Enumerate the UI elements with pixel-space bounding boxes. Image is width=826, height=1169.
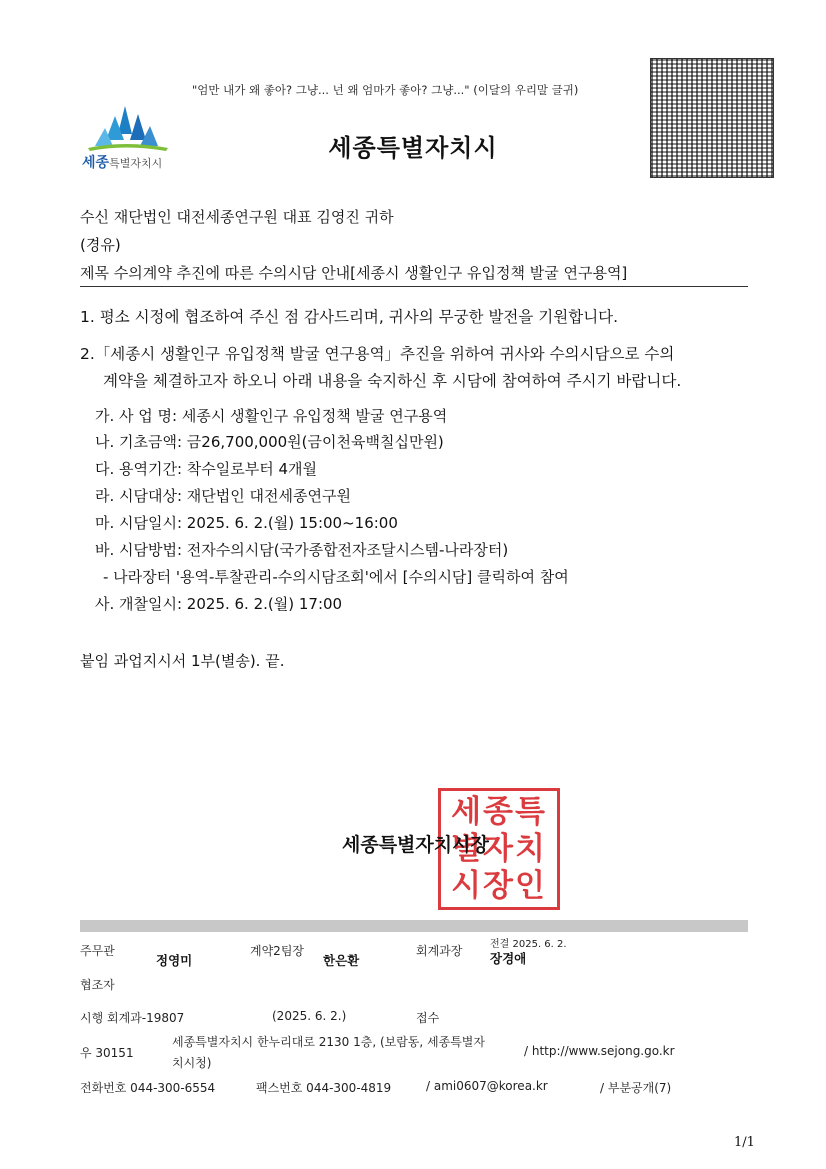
approval-date: 전결 2025. 6. 2. [490, 939, 567, 950]
recipient-line: 수신 재단법인 대전세종연구원 대표 김영진 귀하 [80, 208, 394, 226]
paragraph-2-line-1: 2.「세종시 생활인구 유입정책 발굴 연구용역」추진을 위하여 귀사와 수의시담으로 수의 [80, 345, 675, 363]
address-line-2: 치시청) [172, 1056, 212, 1070]
name-director: 장경애 [490, 951, 527, 966]
sender-name: 세종특별자치시장 [342, 834, 489, 856]
item-period: 다. 용역기간: 착수일로부터 4개월 [95, 460, 318, 478]
role-team-leader: 계약2팀장 [250, 944, 305, 958]
role-officer: 주무관 [80, 944, 115, 958]
item-method-detail: - 나라장터 '용역-투찰관리-수의시담조회'에서 [수의시담] 클릭하여 참여 [103, 568, 569, 586]
org-title: 세종특별자치시 [328, 134, 498, 162]
stamp-line-3: 시장인 [451, 867, 547, 904]
item-datetime: 마. 시담일시: 2025. 6. 2.(월) 15:00~16:00 [95, 514, 398, 532]
stamp-line-2: 별자치 [451, 830, 547, 867]
cooperator-label: 협조자 [80, 978, 115, 992]
role-director: 회계과장 [416, 944, 463, 958]
disclosure-status: / 부분공개(7) [600, 1081, 672, 1095]
enforcement-number: 시행 회계과-19807 [80, 1011, 185, 1025]
footer-divider-bar [80, 920, 748, 932]
name-team-leader: 한은환 [323, 953, 360, 968]
item-project-name: 가. 사 업 명: 세종시 생활인구 유입정책 발굴 연구용역 [95, 407, 448, 425]
email-link[interactable]: / ami0607@korea.kr [426, 1079, 548, 1093]
item-target: 라. 시담대상: 재단법인 대전세종연구원 [95, 487, 351, 505]
postal-code: 우 30151 [80, 1046, 134, 1060]
paragraph-2-line-2: 계약을 체결하고자 하오니 아래 내용을 숙지하신 후 시담에 참여하여 주시기 바랍니다. [103, 372, 682, 390]
item-opening-datetime: 사. 개찰일시: 2025. 6. 2.(월) 17:00 [95, 595, 343, 613]
stamp-line-1: 세종특 [451, 793, 547, 830]
via-line: (경유) [80, 236, 121, 254]
page-number: 1/1 [734, 1135, 755, 1150]
enforcement-date: (2025. 6. 2.) [272, 1009, 347, 1023]
logo-main-text: 세종 [82, 155, 110, 171]
subject-line: 제목 수의계약 추진에 따른 수의시담 안내[세종시 생활인구 유입정책 발굴 연구용역] [80, 264, 628, 282]
attachment-line: 붙임 과업지시서 1부(별송). 끝. [80, 652, 285, 670]
phone-number: 전화번호 044-300-6554 [80, 1081, 216, 1095]
item-method: 바. 시담방법: 전자수의시담(국가종합전자조달시스템-나라장터) [95, 541, 509, 559]
logo-sub-text: 특별자치시 [109, 157, 163, 170]
paragraph-1: 1. 평소 시정에 협조하여 주신 점 감사드리며, 귀사의 무궁한 발전을 기원합니다. [80, 308, 619, 326]
item-base-amount: 나. 기초금액: 금26,700,000원(금이천육백칠십만원) [95, 433, 444, 451]
name-officer: 정영미 [156, 953, 193, 968]
fax-number: 팩스번호 044-300-4819 [256, 1081, 392, 1095]
address-line-1: 세종특별자치시 한누리대로 2130 1층, (보람동, 세종특별자 [172, 1035, 485, 1049]
receipt-label: 접수 [416, 1011, 440, 1025]
monthly-slogan: "엄만 내가 왜 좋아? 그냥... 넌 왜 엄마가 좋아? 그냥..." (이달의 우리말 글귀) [192, 83, 579, 97]
homepage-link[interactable]: / http://www.sejong.go.kr [524, 1044, 675, 1058]
header-divider [80, 286, 748, 287]
